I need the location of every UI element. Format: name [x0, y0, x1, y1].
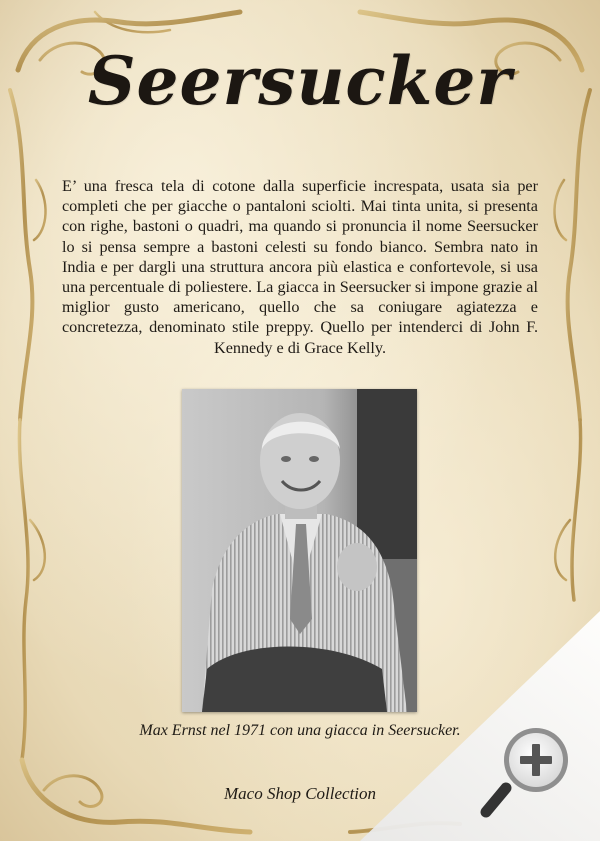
- page-title: Seersucker: [87, 42, 513, 120]
- photo-caption: Max Ernst nel 1971 con una giacca in Seersucker.: [139, 722, 461, 739]
- footer-signature: Maco Shop Collection: [223, 784, 377, 803]
- magnifier-plus-icon: [478, 722, 584, 822]
- zoom-button[interactable]: [478, 722, 584, 822]
- article-body: E’ una fresca tela di cotone dalla superficie increspata, usata sia per completi che per giacche o pantaloni sciolti. Mai tinta unita, si presenta con righe, bastoni o quadri, ma quando si pronuncia il nome Seersucker lo si pensa sempre a bastoni celesti su fondo bianco. Sembra nato in India e per dargli una struttura ancora più elastica e confortevole, si usa una percentuale di poliestere. La giacca in Seersucker si impone grazie al miglior gusto americano, quello che sa coniugare agiatezza e concretezza, denominato stile preppy. Quello per intenderci di John F. Kennedy e di Grace Kelly.: [62, 177, 538, 357]
